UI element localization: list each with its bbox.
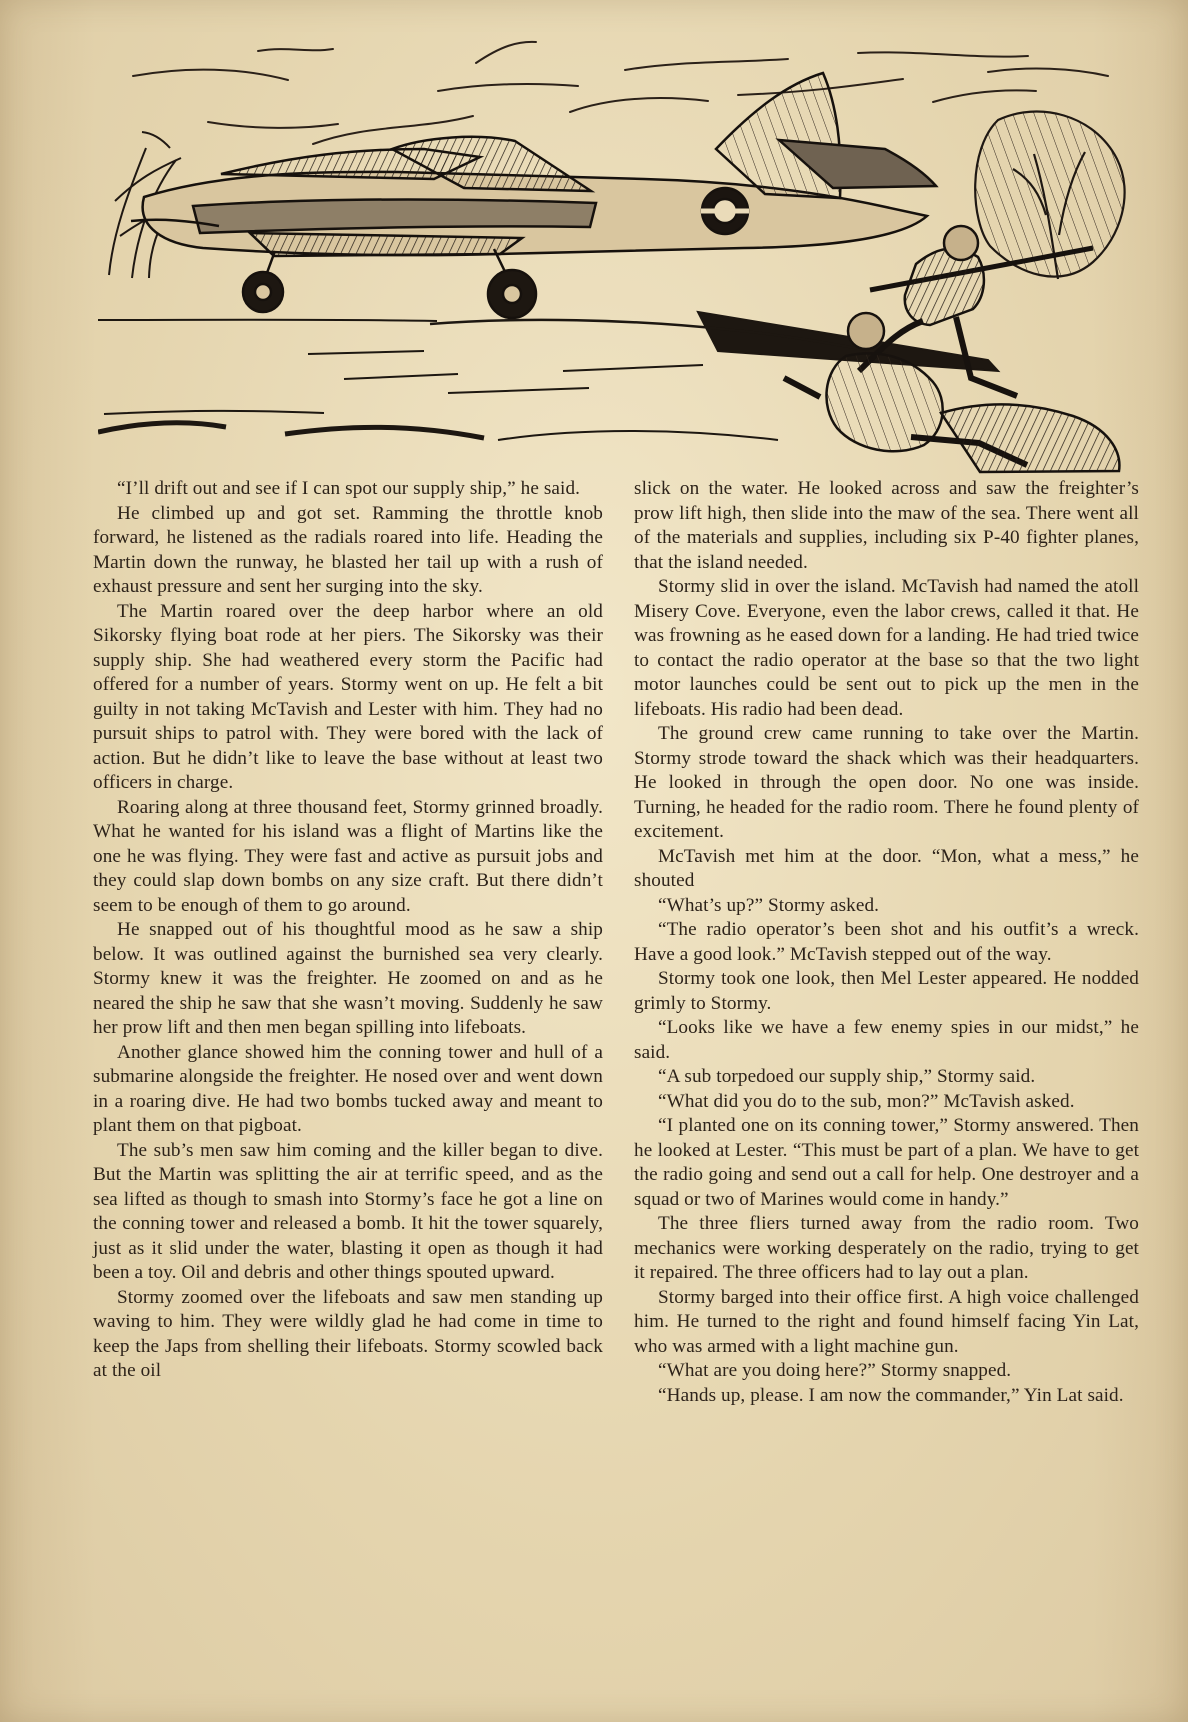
story-paragraph: slick on the water. He looked across and saw the freighter’s prow lift high, then slide into the maw of the sea. There went all of the materials and supplies, including six P-40 fighter planes, that the island needed. (634, 478, 1139, 573)
story-paragraph: Stormy slid in over the island. McTavish had named the atoll Misery Cove. Everyone, even the labor crews, called it that. He was frowning as he eased down for a landing. He had tried twice to contact the radio operator at the base so that the two light motor launches could be sent out to pick up the men in the lifeboats. His radio had been dead. (634, 576, 1139, 720)
story-paragraph: “What are you doing here?” Stormy snapped. (658, 1360, 1012, 1381)
story-paragraph: “Looks like we have a few enemy spies in our midst,” he said. (634, 1017, 1139, 1063)
story-paragraph: “A sub torpedoed our supply ship,” Stormy said. (658, 1066, 1036, 1087)
story-paragraph: “The radio operator’s been shot and his outfit’s a wreck. Have a good look.” McTavish stepped out of the way. (634, 919, 1139, 965)
story-paragraph: Stormy zoomed over the lifeboats and saw men standing up waving to him. They were wildly glad he had come in time to keep the Japs from shelling their lifeboats. Stormy scowled back at the oil (93, 1286, 603, 1381)
story-paragraph: The Martin roared over the deep harbor where an old Sikorsky flying boat rode at her piers. The Sikorsky was their supply ship. She had weathered every storm the Pacific had offered for a number of years. Stormy went on up. He felt a bit guilty in not taking McTavish and Lester with him. They had no pursuit ships to patrol with. They were bored with the lack of action. But he didn’t like to leave the base without at least two officers in charge. (93, 600, 603, 793)
story-paragraph: Stormy barged into their office first. A high voice challenged him. He turned to the right and found himself facing Yin Lat, who was armed with a light machine gun. (634, 1286, 1139, 1357)
martin-bomber-illustration (98, 28, 1142, 482)
bomber-aircraft (131, 73, 936, 318)
story-paragraph: The sub’s men saw him coming and the killer began to dive. But the Martin was splitting the air at terrific speed, and as the sea lifted as though to smash into Stormy’s face he got a line on the conning tower and released a bomb. It hit the tower squarely, just as it slid under the water, blasting it open as though it had been a toy. Oil and debris and other things spouted upward. (93, 1139, 603, 1283)
story-paragraph: “Hands up, please. I am now the commander,” Yin Lat said. (658, 1384, 1124, 1406)
story-paragraph: He snapped out of his thoughtful mood as he saw a ship below. It was outlined against the burnished sea very clearly. Stormy knew it was the freighter. He zoomed on and as he neared the ship he saw that she wasn’t moving. Suddenly he saw her prow lift and then men began spilling into lifeboats. (93, 919, 603, 1038)
story-paragraph: Roaring along at three thousand feet, Stormy grinned broadly. What he wanted for his island was a flight of Martins like the one he was flying. They were fast and active as pursuit jobs and they could slap down bombs on any size craft. But there didn’t seem to be enough of them to go around. (93, 796, 603, 916)
story-paragraph: Stormy took one look, then Mel Lester appeared. He nodded grimly to Stormy. (634, 968, 1139, 1014)
bomber-scene-image (98, 28, 1142, 482)
right-text-column (634, 477, 1139, 1408)
story-paragraph: “I planted one on its conning tower,” Stormy answered. Then he looked at Lester. “This must be part of a plan. We have to get the radio going and send out a call for help. One destroyer and a squad or two of Marines would come in handy.” (634, 1115, 1139, 1210)
story-paragraph: McTavish met him at the door. “Mon, what a mess,” he shouted (634, 845, 1139, 891)
sky-strokes (133, 42, 1108, 144)
story-paragraph: Another glance showed him the conning tower and hull of a submarine alongside the freighter. He nosed over and went down in a roaring dive. He had two bombs tucked away and meant to plant them on that pigboat. (93, 1041, 603, 1136)
story-paragraph: “What’s up?” Stormy asked. (658, 894, 880, 916)
left-text-column (93, 477, 603, 1384)
story-paragraph: The three fliers turned away from the radio room. Two mechanics were working desperately on the radio, trying to get it repaired. The three officers had to lay out a plan. (634, 1213, 1139, 1283)
story-paragraph: “I’ll drift out and see if I can spot our supply ship,” he said. (117, 478, 581, 499)
story-paragraph: He climbed up and got set. Ramming the throttle knob forward, he listened as the radials roared into life. Heading the Martin down the runway, he blasted her tail up with a rush of exhaust pressure and sent her surging into the sky. (93, 502, 603, 597)
story-paragraph: “What did you do to the sub, mon?” McTavish asked. (658, 1090, 1075, 1112)
story-paragraph: The ground crew came running to take over the Martin. Stormy strode toward the shack which was their headquarters. He looked in through the open door. No one was inside. Turning, he headed for the radio room. There he found plenty of excitement. (634, 723, 1139, 842)
